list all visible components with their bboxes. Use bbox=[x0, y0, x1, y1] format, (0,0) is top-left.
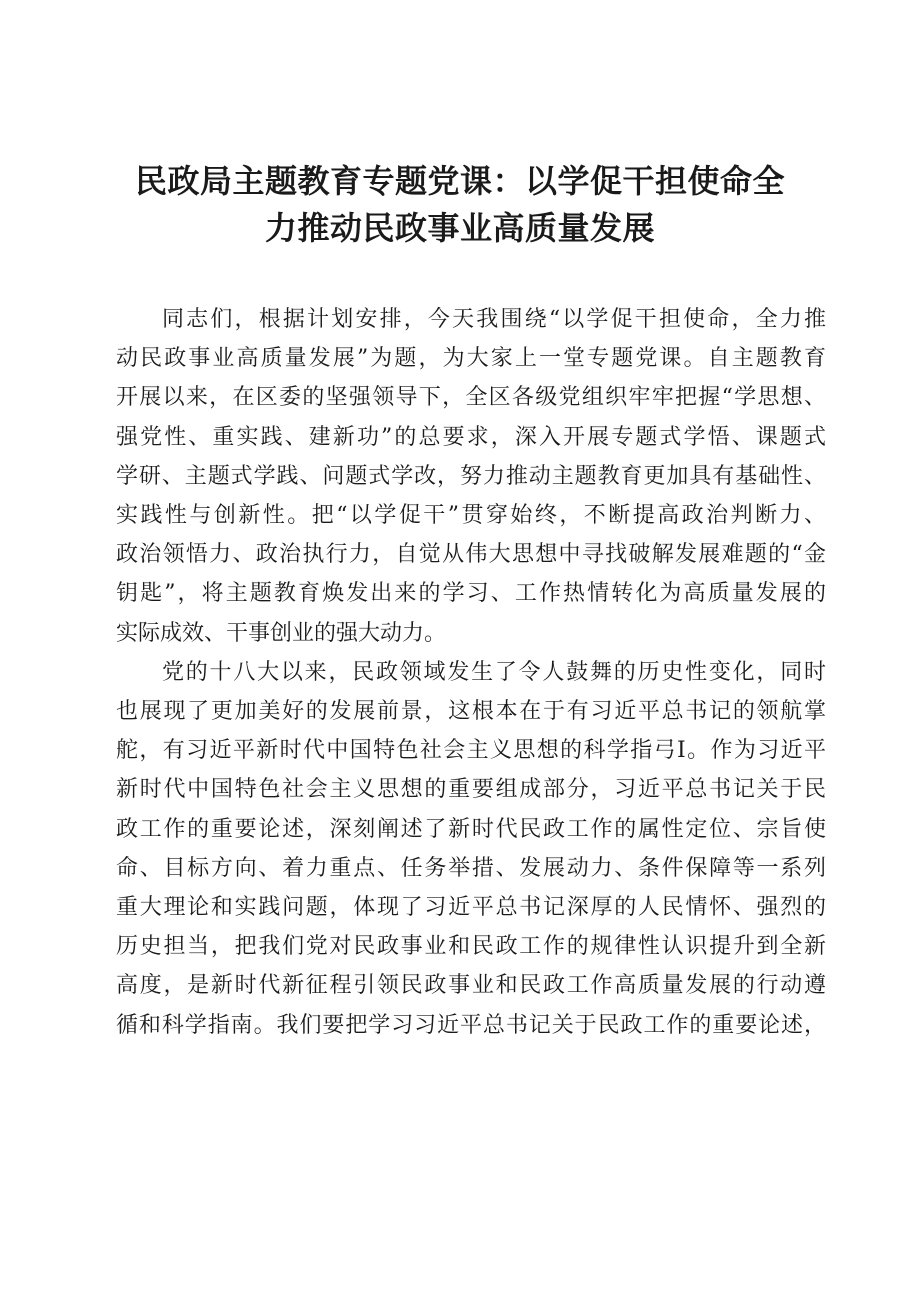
text-line: 历史担当，把我们党对民政事业和民政工作的规律性认识提升到全新 bbox=[116, 934, 826, 960]
text-line: 强党性、重实践、建新功”的总要求，深入开展专题式学悟、课题式 bbox=[116, 424, 826, 450]
text-line: 命、目标方向、着力重点、任务举措、发展动力、条件保障等一系列 bbox=[116, 855, 826, 881]
text-line: 政治领悟力、政治执行力，自觉从伟大思想中寻找破解发展难题的“金 bbox=[116, 542, 826, 568]
title-line-2: 力推动民政事业高质量发展 bbox=[264, 209, 655, 247]
text-line: 循和科学指南。我们要把学习习近平总书记关于民政工作的重要论述， bbox=[116, 1012, 826, 1038]
text-line: 新时代中国特色社会主义思想的重要组成部分，习近平总书记关于民 bbox=[116, 777, 826, 803]
text-line: 开展以来，在区委的坚强领导下，全区各级党组织牢牢把握“学思想、 bbox=[116, 385, 826, 411]
text-line: 钥匙”，将主题教育焕发出来的学习、工作热情转化为高质量发展的 bbox=[116, 581, 826, 607]
text-line: 政工作的重要论述，深刻阐述了新时代民政工作的属性定位、宗旨使 bbox=[116, 816, 826, 842]
text-line: 也展现了更加美好的发展前景，这根本在于有习近平总书记的领航掌 bbox=[116, 699, 826, 725]
title-line-1: 民政局主题教育专题党课：以学促干担使命全 bbox=[134, 162, 785, 200]
document-title bbox=[100, 158, 820, 252]
document-body bbox=[116, 300, 826, 1045]
text-line: 实践性与创新性。把“以学促干”贯穿始终，不断提高政治判断力、 bbox=[116, 503, 826, 529]
text-line: 党的十八大以来，民政领域发生了令人鼓舞的历史性变化，同时 bbox=[162, 659, 826, 685]
text-line: 高度，是新时代新征程引领民政事业和民政工作高质量发展的行动遵 bbox=[116, 973, 826, 999]
text-line: 学研、主题式学践、问题式学改，努力推动主题教育更加具有基础性、 bbox=[116, 463, 826, 489]
text-line: 重大理论和实践问题，体现了习近平总书记深厚的人民情怀、强烈的 bbox=[116, 895, 826, 921]
text-line: 舵，有习近平新时代中国特色社会主义思想的科学指弓I。作为习近平 bbox=[116, 738, 826, 764]
text-line: 实际成效、干事创业的强大动力。 bbox=[116, 620, 447, 646]
paragraph-1 bbox=[116, 300, 826, 653]
text-line: 动民政事业高质量发展”为题，为大家上一堂专题党课。自主题教育 bbox=[116, 346, 826, 372]
text-line: 同志们，根据计划安排，今天我围绕“以学促干担使命，全力推 bbox=[162, 307, 826, 332]
paragraph-2 bbox=[116, 653, 826, 1045]
